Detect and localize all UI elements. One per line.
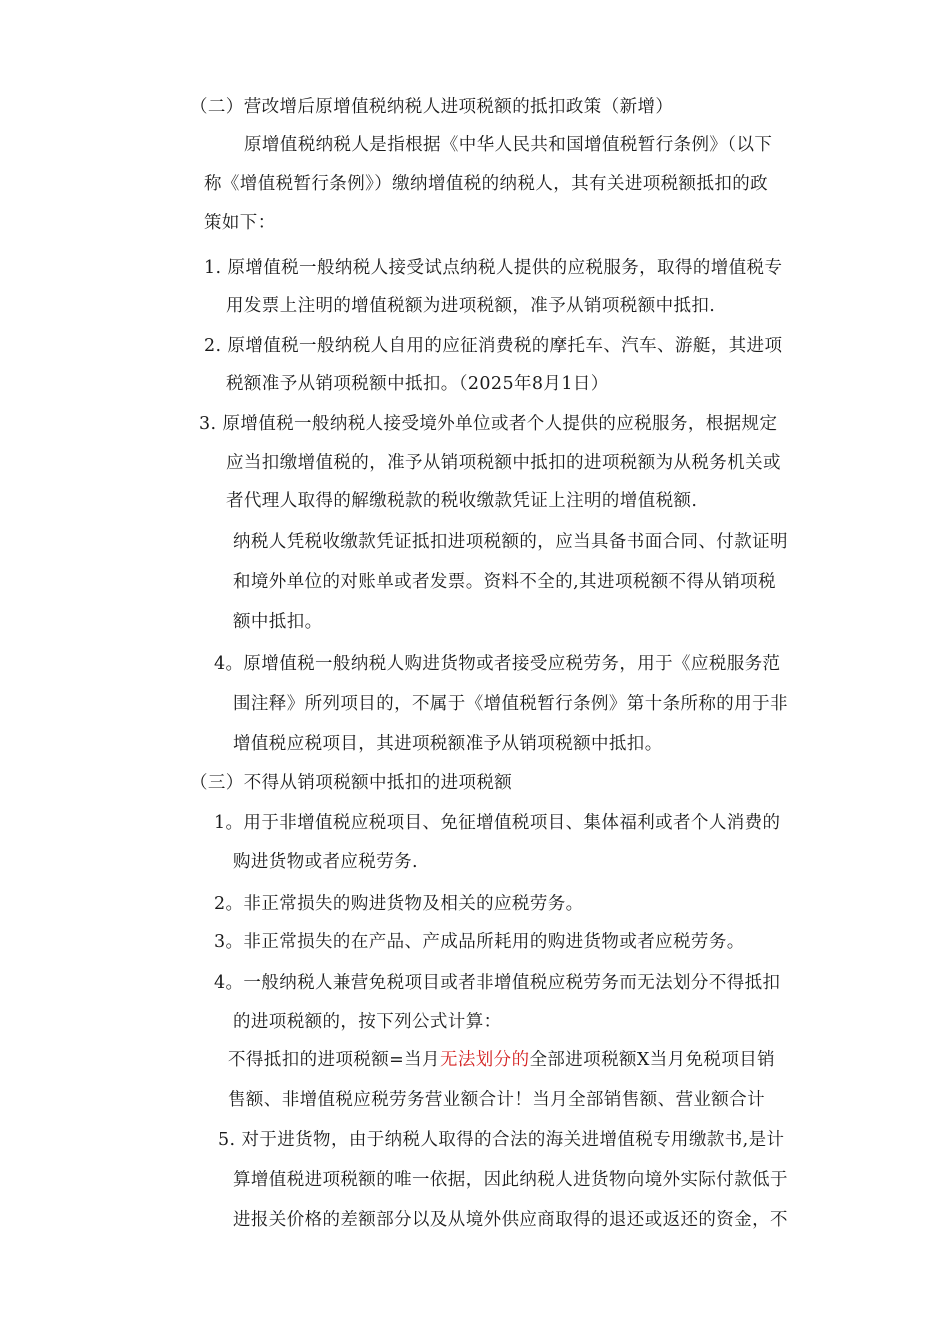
s3-item-2: 2。非正常损失的购进货物及相关的应税劳务。 xyxy=(214,894,584,914)
item-4-line-3: 增值税应税项目，其进项税额准予从销项税额中抵扣。 xyxy=(233,734,663,754)
item-2-line-1: 2. 原增值税一般纳税人自用的应征消费税的摩托车、汽车、游艇，其进项 xyxy=(204,336,783,356)
s3-item-4-line-2: 的进项税额的，按下列公式计算： xyxy=(233,1012,502,1032)
item-3-line-3: 者代理人取得的解缴税款的税收缴款凭证上注明的增值税额. xyxy=(226,491,698,511)
s3-item-5-line-1: 5. 对于进货物，由于纳税人取得的合法的海关进增值税专用缴款书,是计 xyxy=(218,1130,785,1150)
formula-text-post: 全部进项税额X当月免税项目销 xyxy=(529,1050,776,1070)
section-2-heading: （二）营改增后原增值税纳税人进项税额的抵扣政策（新增） xyxy=(190,97,674,117)
s3-item-4-line-1: 4。一般纳税人兼营免税项目或者非增值税应税劳务而无法划分不得抵扣 xyxy=(214,973,781,993)
formula-line-1 xyxy=(228,1048,775,1072)
s3-item-5-line-3: 进报关价格的差额部分以及从境外供应商取得的退还或返还的资金，不 xyxy=(233,1210,788,1230)
item-4-line-2: 围注释》所列项目的，不属于《增值税暂行条例》第十条所称的用于非 xyxy=(233,694,788,714)
formula-highlight: 无法划分的 xyxy=(439,1050,530,1070)
item-2-line-2: 税额准予从销项税额中抵扣。（2025年8月1日） xyxy=(226,374,609,394)
item-1-line-2: 用发票上注明的增值税额为进项税额，准予从销项税额中抵扣. xyxy=(226,296,716,316)
intro-line-1: 原增值税纳税人是指根据《中华人民共和国增值税暂行条例》（以下 xyxy=(244,135,773,155)
formula-line-2: 售额、非增值税应税劳务营业额合计！当月全部销售额、营业额合计 xyxy=(228,1090,765,1110)
intro-line-3: 策如下： xyxy=(204,213,276,233)
s3-item-3: 3。非正常损失的在产品、产成品所耗用的购进货物或者应税劳务。 xyxy=(214,932,745,952)
s3-item-1-line-2: 购进货物或者应税劳务. xyxy=(233,852,418,872)
s3-item-5-line-2: 算增值税进项税额的唯一依据，因此纳税人进货物向境外实际付款低于 xyxy=(233,1170,788,1190)
item-1-line-1: 1. 原增值税一般纳税人接受试点纳税人提供的应税服务，取得的增值税专 xyxy=(204,258,783,278)
s3-item-1-line-1: 1。用于非增值税应税项目、免征增值税项目、集体福利或者个人消费的 xyxy=(214,813,781,833)
section-3-heading: （三）不得从销项税额中抵扣的进项税额 xyxy=(190,773,513,793)
item-3-note-line-2: 和境外单位的对账单或者发票。资料不全的,其进项税额不得从销项税 xyxy=(233,572,776,592)
item-4-line-1: 4。原增值税一般纳税人购进货物或者接受应税劳务，用于《应税服务范 xyxy=(214,654,781,674)
item-3-line-1: 3. 原增值税一般纳税人接受境外单位或者个人提供的应税服务，根据规定 xyxy=(199,414,778,434)
item-3-note-line-3: 额中抵扣。 xyxy=(233,612,323,632)
item-3-line-2: 应当扣缴增值税的，准予从销项税额中抵扣的进项税额为从税务机关或 xyxy=(226,453,781,473)
item-3-note-line-1: 纳税人凭税收缴款凭证抵扣进项税额的，应当具备书面合同、付款证明 xyxy=(233,532,788,552)
formula-text-pre: 不得抵扣的进项税额=当月 xyxy=(228,1050,440,1070)
intro-line-2: 称《增值税暂行条例》）缴纳增值税的纳税人，其有关进项税额抵扣的政 xyxy=(204,174,769,194)
